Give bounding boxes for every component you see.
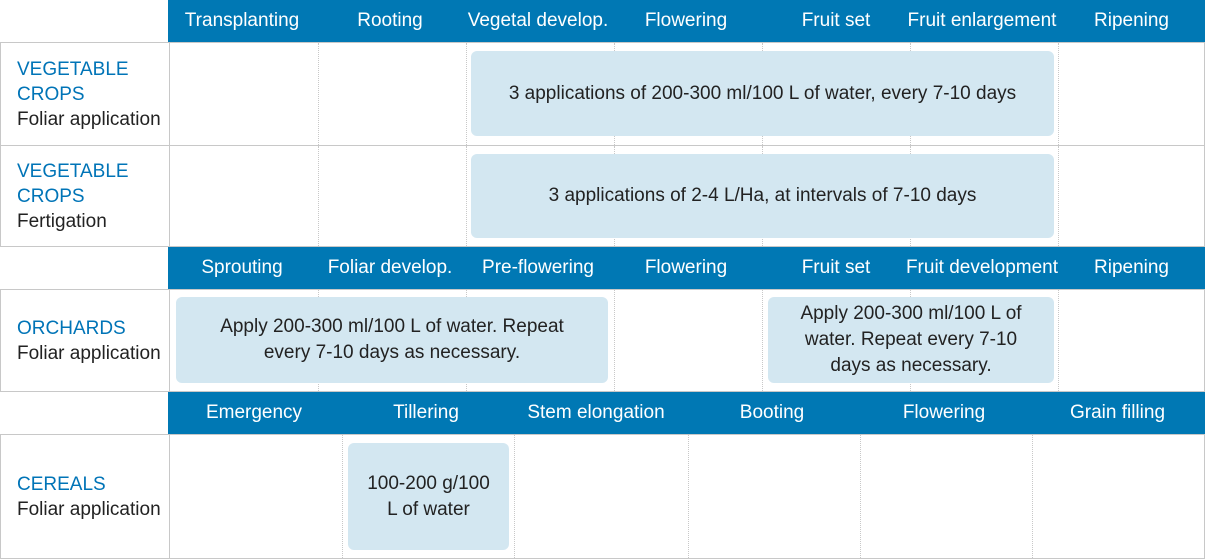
stage-header: Vegetal develop. xyxy=(467,10,609,31)
stage-header: Ripening xyxy=(1094,10,1169,31)
stage-header: Emergency xyxy=(205,402,303,423)
row-label xyxy=(17,43,161,145)
orchard-stage-header xyxy=(168,247,1205,289)
stage-header: Flowering xyxy=(644,257,728,278)
crop-name: CROPS xyxy=(17,185,85,207)
stage-header: Fruit set xyxy=(801,10,871,31)
stage-header: Transplanting xyxy=(184,10,300,31)
stage-header: Booting xyxy=(739,402,805,423)
row-label xyxy=(17,146,129,246)
row-label xyxy=(17,435,161,558)
application-method: Foliar application xyxy=(17,108,161,130)
stage-header: Rooting xyxy=(357,10,423,31)
stage-header: Fruit development xyxy=(905,257,1059,278)
dosage-box: Apply 200-300 ml/100 L of water. Repeat every 7-10 days as necessary. xyxy=(768,297,1054,383)
cereals-foliar-row xyxy=(0,434,1205,559)
stage-header: Stem elongation xyxy=(527,402,665,423)
stage-header: Fruit enlargement xyxy=(907,10,1057,31)
orchards-foliar-row xyxy=(0,289,1205,392)
crop-name: VEGETABLE xyxy=(17,58,129,80)
stage-header: Pre-flowering xyxy=(482,257,594,278)
stage-header: Ripening xyxy=(1094,257,1169,278)
stage-grid xyxy=(169,435,1204,558)
vegetable-fertigation-row xyxy=(0,145,1205,247)
stage-header: Foliar develop. xyxy=(327,257,453,278)
vegetable-stage-header xyxy=(168,0,1205,42)
application-method: Foliar application xyxy=(17,342,161,364)
cereal-stage-header xyxy=(168,392,1205,434)
row-label xyxy=(17,290,161,391)
stage-header: Sprouting xyxy=(201,257,283,278)
crop-name: CROPS xyxy=(17,83,85,105)
application-method: Foliar application xyxy=(17,498,161,520)
dosage-box: Apply 200-300 ml/100 L of water. Repeat every 7-10 days as necessary. xyxy=(176,297,608,383)
stage-header: Grain filling xyxy=(1069,402,1166,423)
vegetable-foliar-row xyxy=(0,42,1205,146)
stage-header: Fruit set xyxy=(801,257,871,278)
crop-name: VEGETABLE xyxy=(17,160,129,182)
crop-name: CEREALS xyxy=(17,473,106,495)
dosage-box: 100-200 g/100 L of water xyxy=(348,443,509,550)
dosage-box: 3 applications of 2-4 L/Ha, at intervals of 7-10 days xyxy=(471,154,1054,238)
application-method: Fertigation xyxy=(17,210,107,232)
crop-name: ORCHARDS xyxy=(17,317,126,339)
dosage-box: 3 applications of 200-300 ml/100 L of water, every 7-10 days xyxy=(471,51,1054,136)
stage-header: Tillering xyxy=(393,402,459,423)
stage-header: Flowering xyxy=(902,402,986,423)
stage-header: Flowering xyxy=(644,10,728,31)
